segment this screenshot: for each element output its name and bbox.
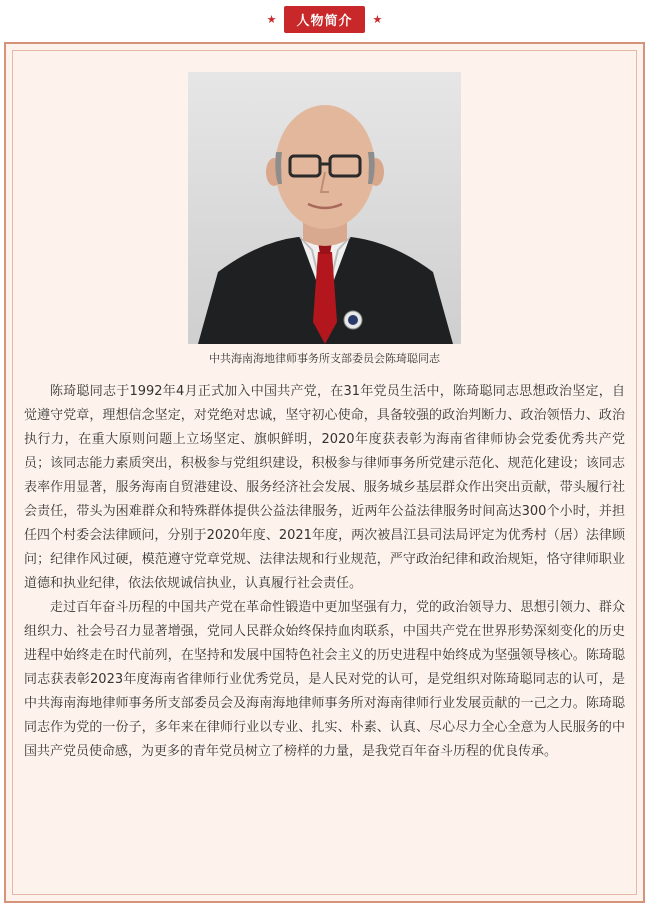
paragraph: 走过百年奋斗历程的中国共产党在革命性锻造中更加坚强有力，党的政治领导力、思想引领力、群众组织力、社会号召力显著增强，党同人民群众始终保持血肉联系，中国共产党在世界形势深刻变化的历史进程中始终走在时代前列，在坚持和发展中国特色社会主义的历史进程中始终成为坚强领导核心。陈琦聪同志获表彰2023年度海南省律师行业优秀党员，是人民对党的认可，是党组织对陈琦聪同志的认可，是中共海南海地律师事务所支部委员会及海南海地律师事务所对海南律师行业发展贡献的一己之力。陈琦聪同志作为党的一份子，多年来在律师行业以专业、扎实、朴素、认真、尽心尽力全心全意为人民服务的中国共产党员使命感，为更多的青年党员树立了榜样的力量，是我党百年奋斗历程的优良传承。 [24,600,625,759]
photo-caption: 中共海南海地律师事务所支部委员会陈琦聪同志 [209,352,440,365]
section-header [0,0,649,38]
star-right-icon: ★ [372,12,383,26]
paragraph: 陈琦聪同志于1992年4月正式加入中国共产党，在31年党员生活中，陈琦聪同志思想政治坚定，自觉遵守党章，理想信念坚定，对党绝对忠诚，坚守初心使命，具备较强的政治判断力、政治领悟力、政治执行力，在重大原则问题上立场坚定、旗帜鲜明，2020年度获表彰为海南省律师协会党委优秀共产党员；该同志能力素质突出，积极参与党组织建设，积极参与律师事务所党建示范化、规范化建设；该同志表率作用显著，服务海南自贸港建设、服务经济社会发展、服务城乡基层群众作出突出贡献，带头履行社会责任，带头为困难群众和特殊群体提供公益法律服务，近两年公益法律服务时间高达300个小时，并担任四个村委会法律顾问，分别于2020年度、2021年度，两次被昌江县司法局评定为优秀村（居）法律顾问；纪律作风过硬，模范遵守党章党规、法律法规和行业规范，严守政治纪律和政治规矩，恪守律师职业道德和执业纪律，依法依规诚信执业，认真履行社会责任。 [24,384,625,591]
section-title: 人物简介 [284,6,364,33]
portrait-photo [188,72,461,344]
profile-body [24,380,625,764]
portrait-illustration [188,72,461,344]
star-left-icon: ★ [266,12,277,26]
